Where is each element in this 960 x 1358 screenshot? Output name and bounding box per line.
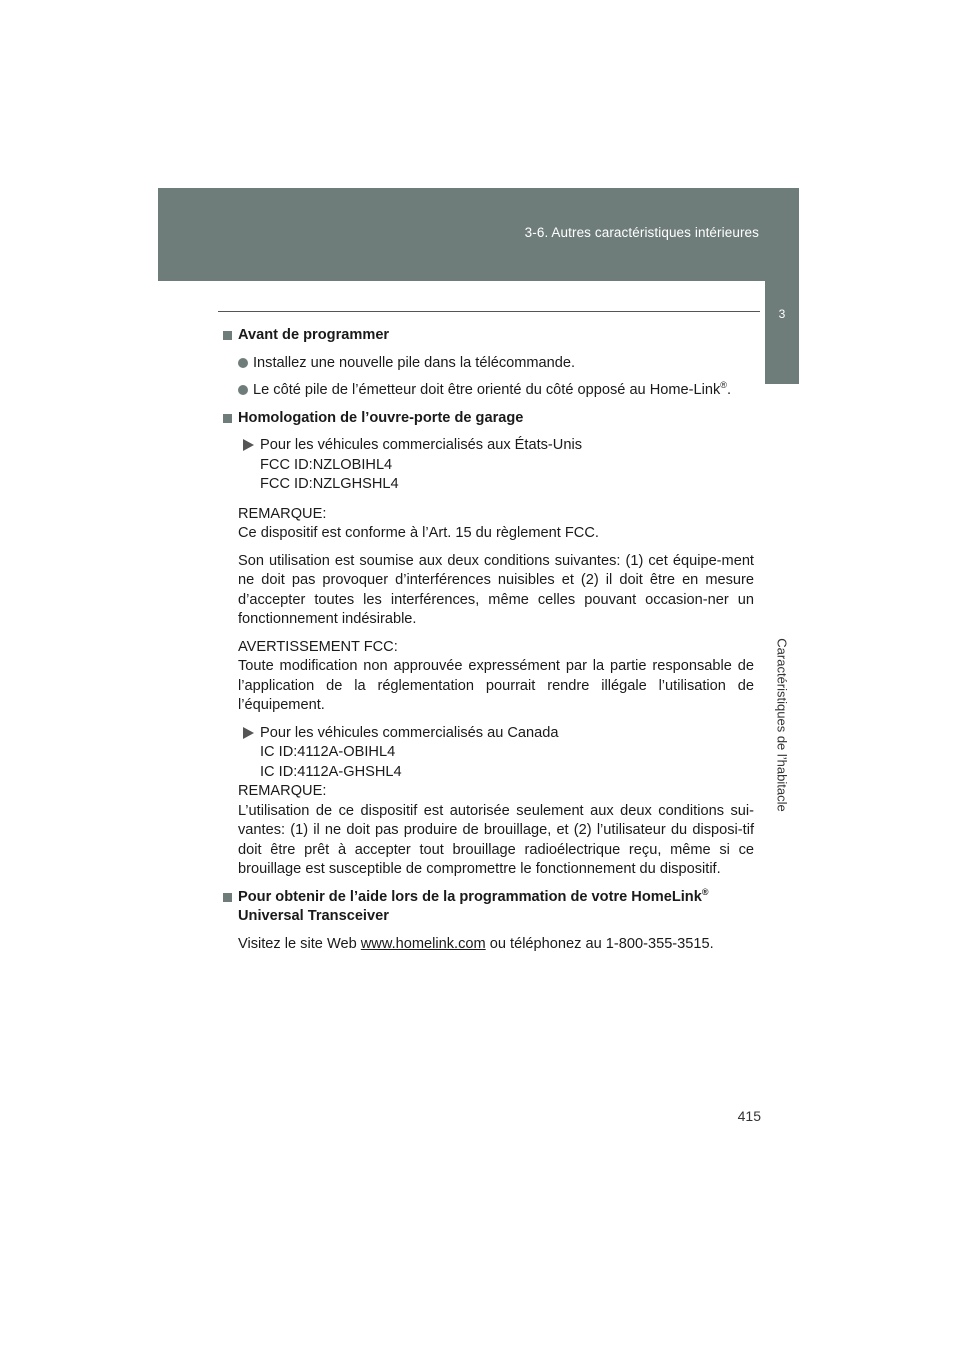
help-contact: Visitez le site Web www.homelink.com ou téléphonez au 1-800-355-3515. [238, 935, 714, 952]
page-content [222, 326, 754, 962]
registered-mark: ® [701, 886, 709, 897]
round-bullet-icon [238, 358, 248, 368]
bullet-battery-side: Le côté pile de l’émetteur doit être orienté du côté opposé au Home-Link®. [222, 381, 754, 401]
usa-approval-block [222, 436, 754, 495]
heading-help: Pour obtenir de l’aide lors de la programmation de votre HomeLink® Universal Transceiver [222, 888, 754, 927]
bullet-new-battery: Installez une nouvelle pile dans la télécommande. [222, 354, 754, 374]
homelink-website-link[interactable]: www.homelink.com [360, 935, 486, 952]
canada-label: Pour les véhicules commercialisés au Canada [260, 724, 559, 741]
triangle-arrow-icon [243, 727, 254, 739]
section-title: 3-6. Autres caractéristiques intérieures [524, 225, 759, 240]
canada-approval-block [222, 724, 754, 783]
square-bullet-icon [223, 414, 232, 423]
remark-canada: REMARQUE: L’utilisation de ce dispositif est autorisée seulement aux deux conditions sui-vantes: (1) il ne doit pas produire de brouillage, et (2) l’utilisateur du disposi-tif doit être prêt à accepter tout brouillage radioélectrique reçu, même si ce brouillage est susceptible de compromettre le fonctionnement du dispositif. [238, 783, 754, 877]
triangle-arrow-icon [243, 439, 254, 451]
conditions-paragraph: Son utilisation est soumise aux deux conditions suivantes: (1) cet équipe-ment ne doit pas provoquer d’interférences nuisibles et (2) il doit être en mesure d’accepter toutes les interférences, même celles pouvant occasion-ner un fonctionnement indésirable. [238, 552, 754, 627]
usa-fcc-id-2: FCC ID:NZLGHSHL4 [260, 476, 399, 492]
page-number: 415 [737, 1108, 761, 1124]
canada-ic-id-2: IC ID:4112A-GHSHL4 [260, 763, 402, 780]
heading-before-programming: Avant de programmer [222, 326, 754, 346]
heading-homologation: Homologation de l’ouvre-porte de garage [222, 409, 754, 429]
fcc-warning: AVERTISSEMENT FCC: Toute modification non approuvée expressément par la partie responsable de l’application de la réglementation pourrait rendre illégale l’utilisation de l’équipement. [238, 638, 754, 713]
chapter-number: 3 [778, 307, 786, 321]
registered-mark: ® [720, 380, 727, 391]
remark-fcc: REMARQUE: Ce dispositif est conforme à l’Art. 15 du règlement FCC. [238, 505, 599, 541]
top-divider [218, 311, 760, 312]
canada-ic-id-1: IC ID:4112A-OBIHL4 [260, 744, 396, 760]
chapter-label: Caractéristiques de l’habitacle [774, 638, 790, 812]
square-bullet-icon [223, 893, 232, 902]
usa-label: Pour les véhicules commercialisés aux États-Unis [260, 437, 582, 453]
usa-fcc-id-1: FCC ID:NZLOBIHL4 [260, 456, 393, 473]
square-bullet-icon [223, 331, 232, 340]
round-bullet-icon [238, 385, 248, 395]
header-band [158, 188, 799, 281]
chapter-tab [765, 281, 799, 384]
